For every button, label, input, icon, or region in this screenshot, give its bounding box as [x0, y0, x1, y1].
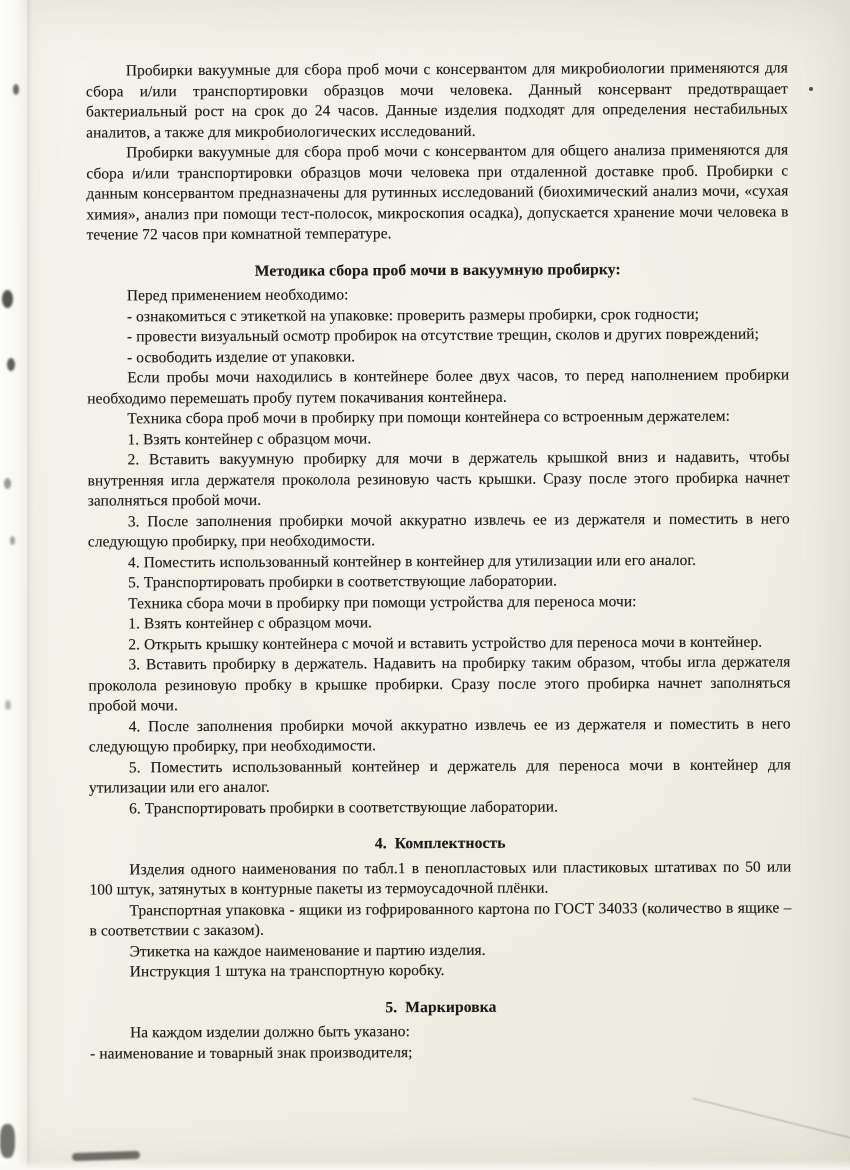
- transfer-step-6: 6. Транспортировать пробирки в соответствующие лаборатории.: [129, 797, 559, 817]
- scan-smudge: [2, 290, 13, 308]
- marking-intro: На каждом изделии должно быть указано:: [130, 1023, 410, 1042]
- scan-bottom-edge: [0, 1160, 850, 1170]
- pre-use-check-label: - ознакомиться с этикеткой на упаковке: проверить размеры пробирки, срок годности;: [126, 305, 700, 325]
- heading-completeness: 4. Комплектность: [374, 834, 506, 853]
- scan-edge-shadow: [27, 0, 33, 1170]
- mix-sample-note: Если пробы мочи находились в контейнере более двух часов, то перед наполнением пробирки необходимо перемешать пробу путем покачивания контейнера.: [87, 366, 790, 408]
- transfer-step-4: 4. После заполнения пробирки мочой аккуратно извлечь ее из держателя и поместить в него следующую пробирку, при необходимости.: [88, 714, 791, 756]
- scan-smudge: [13, 84, 19, 95]
- scan-smudge: [0, 1124, 15, 1158]
- scan-left-edge: [0, 0, 30, 1170]
- document-text: [86, 58, 792, 1064]
- scan-smudge: [4, 478, 11, 489]
- completeness-instruction: Инструкция 1 штука на транспортную коробку.: [129, 961, 445, 981]
- scan-smudge: [5, 700, 11, 710]
- scan-smudge: [10, 536, 15, 545]
- scan-smudge: [7, 358, 15, 371]
- marking-item-manufacturer: - наименование и товарный знак производителя;: [90, 1043, 413, 1063]
- ink-dot: [809, 87, 813, 91]
- holder-step-2: 2. Вставить вакуумную пробирку для мочи в держатель крышкой вниз и надавить, чтобы внутренняя игла держателя проколола резиновую часть крышки. Сразу после этого пробирка начнет заполняться пробой мочи.: [87, 448, 790, 510]
- heading-collection-method: Методика сбора проб мочи в вакуумную пробирку:: [254, 260, 621, 280]
- holder-step-4: 4. Поместить использованный контейнер в контейнер для утилизации или его аналог.: [127, 551, 697, 571]
- intro-paragraph-general-analysis: Пробирки вакуумные для сбора проб мочи с консервантом для общего анализа применяются для сбора и/или транспортировки образцов мочи человека при отдаленной доставке проб. Пробирки с данным консервантом предназначены для рутинных исследований (биохимический анализ мочи, «сухая химия», анализ при помощи тест-полосок, микроскопия осадка), допускается хранение мочи человека в течение 72 часов при комнатной температуре.: [86, 141, 789, 244]
- transfer-step-2: 2. Открыть крышку контейнера с мочой и вставить устройство для переноса мочи в контейнер.: [128, 633, 763, 653]
- pre-use-visual-inspection: - провести визуальный осмотр пробирок на отсутствие трещин, сколов и других повреждений;: [126, 325, 760, 346]
- holder-step-3: 3. После заполнения пробирки мочой аккуратно извлечь ее из держателя и поместить в него следующую пробирку, при необходимости.: [87, 509, 790, 551]
- completeness-packing: Изделия одного наименования по табл.1 в пенопластовых или пластиковых штативах по 50 или 100 штук, затянутых в контурные пакеты из термоусадочной плёнки.: [89, 857, 792, 899]
- scan-fold-line: [692, 1097, 850, 1140]
- completeness-transport-packing: Транспортная упаковка - ящики из гофрированного картона по ГОСТ 34033 (количество в ящике – в соответствии с заказом).: [89, 898, 792, 940]
- pre-use-unpack: - освободить изделие от упаковки.: [127, 347, 356, 366]
- pre-use-intro: Перед применением необходимо:: [126, 286, 349, 305]
- transfer-step-3: 3. Вставить пробирку в держатель. Надавить на пробирку таким образом, чтобы игла держателя проколола резиновую пробку в крышке пробирки. Сразу после этого пробирка начнет заполняться пробой мочи.: [88, 653, 791, 715]
- holder-step-1: 1. Взять контейнер с образцом мочи.: [127, 429, 372, 448]
- technique-transfer-device-intro: Техника сбора мочи в пробирку при помощи устройства для переноса мочи:: [128, 592, 637, 612]
- holder-step-5: 5. Транспортировать пробирки в соответствующие лаборатории.: [128, 572, 558, 592]
- completeness-label: Этикетка на каждое наименование и партию изделия.: [129, 941, 486, 960]
- heading-marking: 5. Маркировка: [385, 998, 497, 1016]
- transfer-step-1: 1. Взять контейнер с образцом мочи.: [128, 614, 373, 633]
- transfer-step-5: 5. Поместить использованный контейнер и держатель для переноса мочи в контейнер для утилизации или его аналог.: [88, 755, 791, 797]
- intro-paragraph-microbiology: Пробирки вакуумные для сбора проб мочи с консервантом для микробиологии применяются для сбора и/или транспортировки образцов мочи человека. Данный консервант предотвращает бактериальный рост на срок до 24 часов. Данные изделия подходят для определения нестабильных аналитов, а также для микробиологических исследований.: [85, 59, 789, 142]
- technique-builtin-holder-intro: Техника сбора проб мочи в пробирку при помощи контейнера со встроенным держателем:: [127, 407, 731, 428]
